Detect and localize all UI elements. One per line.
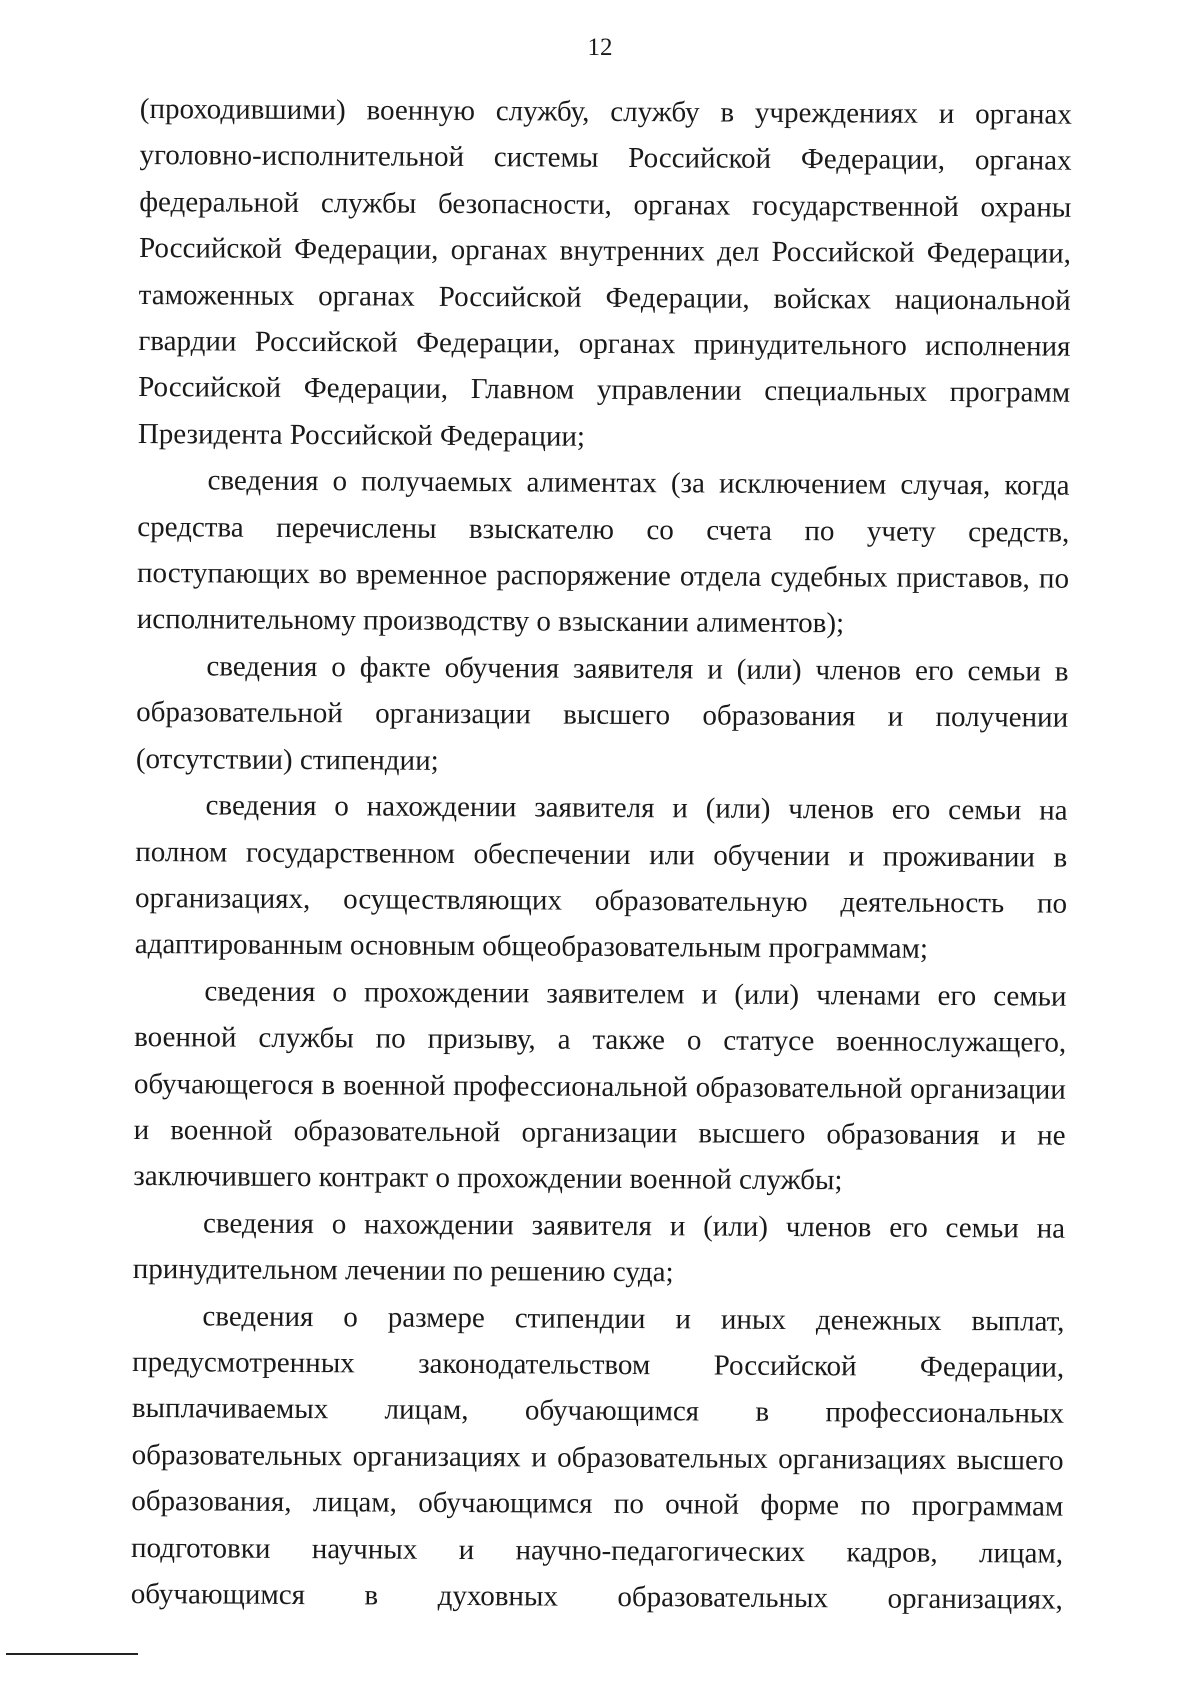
paragraph-alimony: сведения о получаемых алиментах (за исключением случая, когда средства перечислены взыскателю со счета по учету средств, поступающих во временное распоряжение отдела судебных приставов, по исполнительному производству о взыскании алиментов); [136,464,1070,640]
footnote-separator-line [6,1653,138,1655]
paragraph-higher-education: сведения о факте обучения заявителя и (или) членов его семьи в образовательной организации высшего образования и получении (отсутствии) стипендии; [135,650,1069,777]
paragraph-compulsory-treatment: сведения о нахождении заявителя и (или) членов его семьи на принудительном лечении по решению суда; [132,1207,1066,1289]
paragraph-scholarship: сведения о размере стипендии и иных денежных выплат, предусмотренных законодательством Российской Федерации, выплачиваемых лицам, обучающимся в профессиональных образовательных организациях и образовательных организациях высшего образования, лицам, обучающимся по очной форме по программам подготовки научных и научно-педагогических кадров, лицам, обучающимся в духовных образовательных организациях, [130,1299,1065,1616]
paragraph-military-service: сведения о прохождении заявителем и (или) членами его семьи военной службы по призыву, а также о статусе военнослужащего, обучающегося в военной профессиональной образовательной организации и военной образовательной организации высшего образования и не заключившего контракт о прохождении военной службы; [133,975,1067,1197]
paragraph-state-support: сведения о нахождении заявителя и (или) членов его семьи на полном государственном обеспечении или обучении и проживании в организациях, осуществляющих образовательную деятельность по адаптированным основным общеобразовательным программам; [134,789,1068,966]
page-number: 12 [587,34,613,61]
paragraph-continuation: (проходившими) военную службу, службу в учреждениях и органах уголовно-исполнительной системы Российской Федерации, органах федеральной службы безопасности, органах государственной охраны Российской Федерации, органах внутренних дел Российской Федерации, таможенных органах Российской Федерации, войсках национальной гвардии Российской Федерации, органах принудительного исполнения Российской Федерации, Главном управлении специальных программ Президента Российской Федерации; [137,92,1072,453]
document-body [131,86,1072,1623]
